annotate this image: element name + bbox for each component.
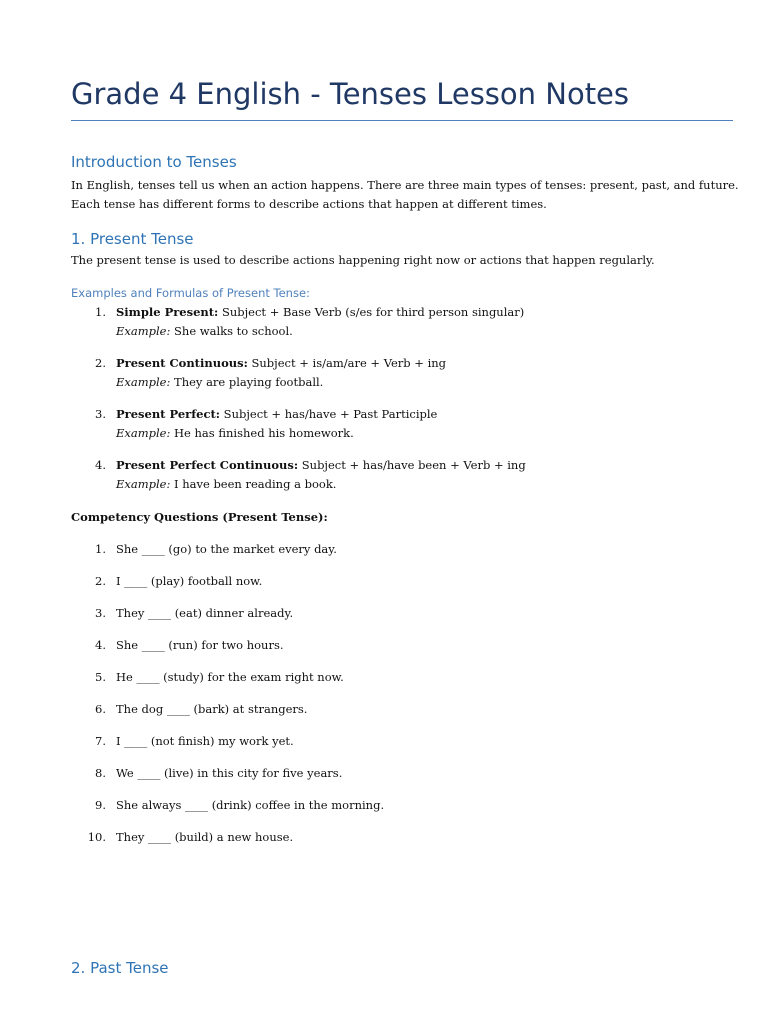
example-line xyxy=(116,373,323,392)
present-tense-heading: 1. Present Tense xyxy=(71,230,194,248)
question-text: I ____ (not finish) my work yet. xyxy=(116,734,294,748)
list-number: 8. xyxy=(95,766,106,780)
formula-line xyxy=(116,303,524,322)
intro-paragraph-line-2: Each tense has different forms to describe actions that happen at different times. xyxy=(71,197,547,211)
list-number: 3. xyxy=(95,606,106,620)
question-text: She ____ (run) for two hours. xyxy=(116,638,284,652)
example-label: Example: xyxy=(116,477,171,491)
tense-formula: Subject + is/am/are + Verb + ing xyxy=(247,356,447,370)
list-number: 4. xyxy=(95,458,106,472)
list-number: 3. xyxy=(95,407,106,421)
formula-line xyxy=(116,405,437,424)
intro-heading: Introduction to Tenses xyxy=(71,153,237,171)
list-number: 2. xyxy=(95,356,106,370)
list-number: 7. xyxy=(95,734,106,748)
list-number: 1. xyxy=(95,542,106,556)
question-text: They ____ (eat) dinner already. xyxy=(116,606,294,620)
example-line xyxy=(116,322,293,341)
question-text: He ____ (study) for the exam right now. xyxy=(116,670,344,684)
example-line xyxy=(116,424,354,443)
formula-line xyxy=(116,354,446,373)
competency-questions-heading: Competency Questions (Present Tense): xyxy=(71,510,328,524)
past-tense-heading: 2. Past Tense xyxy=(71,959,169,977)
list-number: 2. xyxy=(95,574,106,588)
list-number: 4. xyxy=(95,638,106,652)
intro-paragraph-line-1: In English, tenses tell us when an action happens. There are three main types of tenses: present, past, and future. xyxy=(71,178,739,192)
example-sentence: I have been reading a book. xyxy=(170,477,337,491)
question-text: She ____ (go) to the market every day. xyxy=(116,542,337,556)
example-line xyxy=(116,475,336,494)
tense-name: Present Continuous: xyxy=(116,356,248,370)
list-number: 10. xyxy=(87,830,106,844)
example-label: Example: xyxy=(116,426,171,440)
title-underline xyxy=(71,120,733,121)
present-tense-description: The present tense is used to describe actions happening right now or actions that happen regularly. xyxy=(71,253,655,267)
tense-formula: Subject + has/have been + Verb + ing xyxy=(298,458,526,472)
list-number: 6. xyxy=(95,702,106,716)
question-text: We ____ (live) in this city for five years. xyxy=(116,766,343,780)
question-text: She always ____ (drink) coffee in the morning. xyxy=(116,798,385,812)
question-text: They ____ (build) a new house. xyxy=(116,830,294,844)
tense-name: Simple Present: xyxy=(116,305,219,319)
list-number: 5. xyxy=(95,670,106,684)
present-examples-heading: Examples and Formulas of Present Tense: xyxy=(71,286,310,300)
question-text: I ____ (play) football now. xyxy=(116,574,263,588)
example-sentence: She walks to school. xyxy=(170,324,293,338)
list-number: 1. xyxy=(95,305,106,319)
example-sentence: He has finished his homework. xyxy=(170,426,354,440)
example-label: Example: xyxy=(116,375,171,389)
tense-formula: Subject + has/have + Past Participle xyxy=(220,407,438,421)
example-sentence: They are playing football. xyxy=(170,375,324,389)
formula-line xyxy=(116,456,526,475)
list-number: 9. xyxy=(95,798,106,812)
document-title: Grade 4 English - Tenses Lesson Notes xyxy=(71,77,630,111)
tense-formula: Subject + Base Verb (s/es for third person singular) xyxy=(218,305,525,319)
question-text: The dog ____ (bark) at strangers. xyxy=(116,702,308,716)
tense-name: Present Perfect Continuous: xyxy=(116,458,299,472)
example-label: Example: xyxy=(116,324,171,338)
tense-name: Present Perfect: xyxy=(116,407,221,421)
